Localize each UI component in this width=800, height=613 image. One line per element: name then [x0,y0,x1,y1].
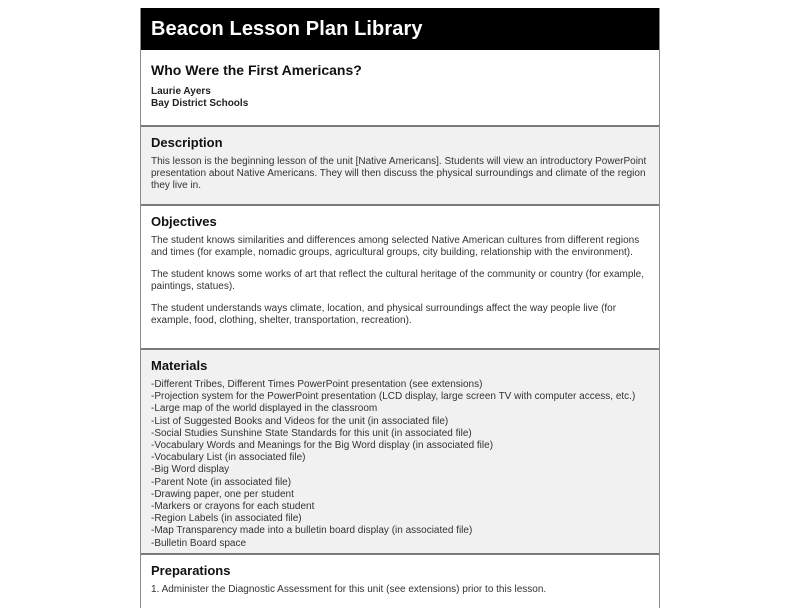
material-item: -Drawing paper, one per student [151,488,294,500]
material-item: -Region Labels (in associated file) [151,513,302,525]
materials-heading: Materials [151,358,208,373]
material-item: -Projection system for the PowerPoint presentation (LCD display, large screen TV with computer access, etc.) [151,391,636,403]
objectives-heading: Objectives [151,214,217,229]
lesson-header [141,50,659,125]
objectives-section [141,204,659,348]
material-item: -Parent Note (in associated file) [151,476,292,488]
materials-list [151,379,649,550]
material-item: -Social Studies Sunshine State Standards for this unit (in associated file) [151,427,472,439]
description-heading: Description [151,135,223,150]
description-section [141,125,659,204]
objective-item: The student knows some works of art that reflect the cultural heritage of the community or country (for example, paintings, statues). [151,269,644,292]
material-item: -Vocabulary List (in associated file) [151,452,306,464]
objective-item: The student understands ways climate, location, and physical surroundings affect the way people live (for example, food, clothing, shelter, transportation, recreation). [151,303,617,326]
preparation-item: 1. Administer the Diagnostic Assessment for this unit (see extensions) prior to this lesson. [151,584,547,595]
material-item: -Big Word display [151,464,230,476]
lesson-author: Laurie Ayers [151,86,211,97]
material-item: -Map Transparency made into a bulletin board display (in associated file) [151,525,473,537]
material-item: -Large map of the world displayed in the classroom [151,403,378,415]
lesson-title: Who Were the First Americans? [151,62,362,78]
materials-section [141,348,659,553]
objective-item: The student knows similarities and differences among selected Native American cultures from different regions and times (for example, nomadic groups, agricultural groups, city building, relationship with the environment). [151,235,640,258]
material-item: -Markers or crayons for each student [151,501,315,513]
site-title: Beacon Lesson Plan Library [151,18,423,40]
site-banner [141,8,659,50]
description-text: This lesson is the beginning lesson of the unit [Native Americans]. Students will view an introductory PowerPoint presentation about Native Americans. They will then discuss the physical surroundings and climate of the region they live in. [151,156,647,191]
material-item: -Different Tribes, Different Times PowerPoint presentation (see extensions) [151,379,483,390]
preparations-section [141,553,659,613]
material-item: -Vocabulary Words and Meanings for the Big Word display (in associated file) [151,440,494,452]
lesson-organization: Bay District Schools [151,98,249,109]
material-item: -Bulletin Board space [151,537,247,549]
lesson-plan-page [140,8,660,608]
preparations-heading: Preparations [151,563,231,578]
material-item: -List of Suggested Books and Videos for the unit (in associated file) [151,415,449,427]
preparations-list [151,584,649,596]
